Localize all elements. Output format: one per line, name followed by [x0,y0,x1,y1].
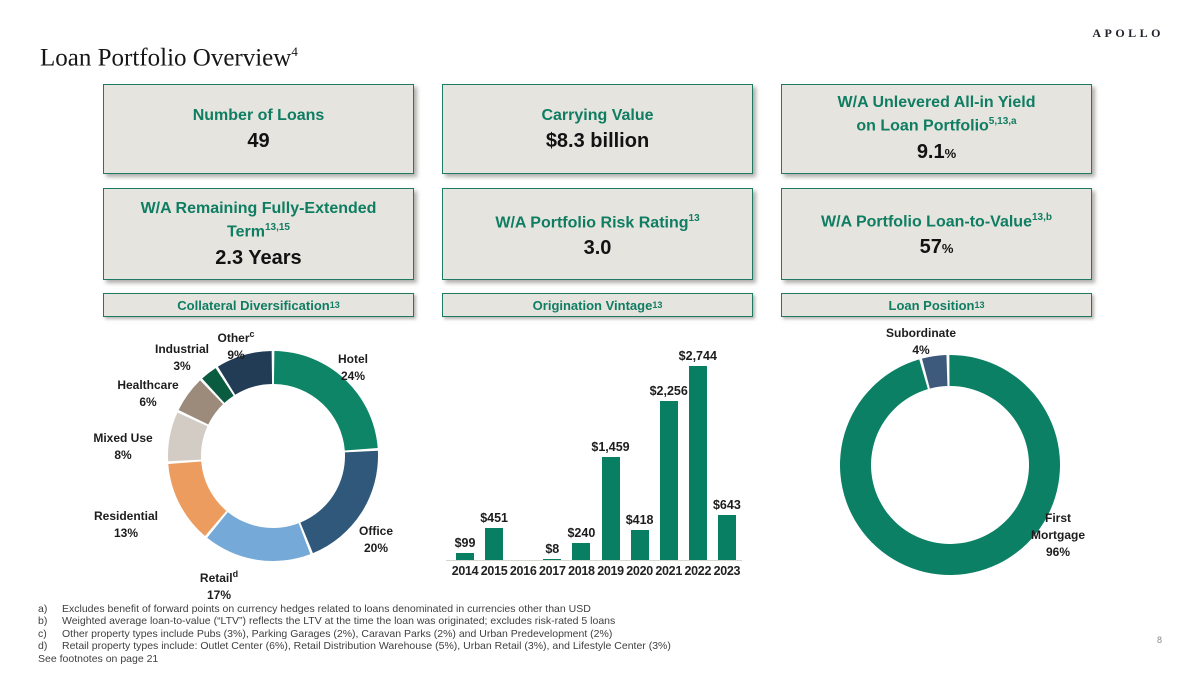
bar-2014 [456,553,474,560]
bar-2015 [485,528,503,560]
stat-box-value: 49 [247,130,270,152]
stat-box-value: $8.3 billion [545,130,650,152]
stat-box-value: 57% [919,236,954,259]
stat-box-value: 2.3 Years [215,246,302,269]
collateral-diversification-donut-chart [93,320,425,602]
stat-box-title: W/A Remaining Fully-Extended Term$^{13,15}$ [140,200,377,241]
page-title-text: Loan Portfolio Overview [40,44,292,72]
donut-segment-label: Hotel 24% [338,352,368,383]
donut-segment-label: Office 20% [358,524,394,555]
section-superscript: 13 [652,300,663,310]
bar-value-label: $418 [625,513,654,527]
bar-2022 [689,366,707,560]
stat-box-loan-to-value [781,188,1092,280]
stat-box-title: W/A Unlevered All-in Yield on Loan Portfolio$^{5,13,a}$ [837,94,1036,135]
bar-value-label: $2,256 [649,384,688,398]
stat-box-unlevered-yield [781,84,1092,174]
bar-year-label: 2019 [597,564,624,578]
donut-segment-label: Residential 13% [93,509,159,540]
bar-2021 [660,401,678,560]
stat-box-remaining-term [103,188,414,280]
apollo-logo: APOLLO [1092,26,1164,40]
stat-box-title: Carrying Value [541,107,654,124]
stat-box-title: W/A Portfolio Loan-to-Value$^{13,b}$ [821,211,1052,231]
stat-box-value: 3.0 [583,237,612,260]
bar-year-label: 2022 [684,564,712,578]
footnote-text: Retail property types include: Outlet Center (6%), Retail Distribution Warehouse (5%), Urban Retail (3%), and Lifestyle Center (3%) [62,640,671,653]
donut-segment-label: Subordinate 4% [885,326,957,357]
page-number: 8 [1156,635,1162,645]
footnotes [38,603,671,665]
stat-box-number-of-loans [103,84,414,174]
section-header-loan-position [781,293,1092,317]
page-title [40,44,298,72]
origination-vintage-bar-chart [440,330,760,592]
stat-box-risk-rating [442,188,753,280]
section-label: Origination Vintage [532,297,653,313]
bar-year-label: 2016 [509,564,537,578]
bar-2017 [543,559,561,560]
stat-box-title: Number of Loans [192,107,325,124]
donut-segment-label: First Mortgage 96% [1031,511,1085,559]
bar-year-label: 2018 [568,564,595,578]
footnote-letter: a) [38,603,48,615]
bar-2019 [602,457,620,560]
donut-segment-label: Healthcare 6% [117,378,179,409]
bar-year-label: 2014 [451,564,479,578]
bar-2018 [572,543,590,560]
bar-year-label: 2023 [713,564,741,578]
section-label: Collateral Diversification [177,297,330,313]
footnote-see-reference: See footnotes on page 21 [38,652,159,665]
donut-segment-label: Retail$^d$ 17% [199,569,239,602]
bar-value-label: $2,744 [678,349,717,363]
bar-value-label: $99 [454,536,476,550]
footnote-item [38,640,671,652]
section-header-collateral-diversification [103,293,414,317]
footnote-text: Excludes benefit of forward points on currency hedges related to loans denominated in currencies other than USD [62,603,591,615]
bar-year-label: 2017 [538,564,566,578]
stat-box-title: W/A Portfolio Risk Rating$^{13}$ [495,212,700,232]
bar-2020 [631,530,649,560]
stat-box-value: 9.1% [916,140,957,163]
footnote-letter: b) [38,615,48,628]
bar-value-label: $451 [480,511,508,525]
donut-segment-first-mortgage [840,355,1060,575]
loan-position-donut-chart [790,320,1110,592]
bar-value-label: $1,459 [591,440,630,454]
section-label: Loan Position [888,297,975,313]
bar-value-label: $8 [545,542,560,556]
bar-value-label: $643 [712,498,741,512]
section-header-origination-vintage [442,293,753,317]
donut-segment-label: Mixed Use 8% [93,431,153,462]
footnote-letter: c) [38,627,47,640]
footnote-text: Weighted average loan-to-value (“LTV”) reflects the LTV at the time the loan was originated; excludes risk-rated 5 loans [62,615,616,628]
footnote-item [38,628,671,640]
footnote-letter: d) [38,640,48,653]
section-superscript: 13 [974,300,985,310]
donut-segment-label: Industrial 3% [154,342,210,373]
bar-year-label: 2020 [626,564,653,578]
bar-2023 [718,515,736,560]
footnote-text: Other property types include Pubs (3%), Parking Garages (2%), Caravan Parks (2%) and Urban Predevelopment (2%) [62,627,613,640]
stat-box-carrying-value [442,84,753,174]
page-title-superscript: 4 [291,44,298,59]
donut-segment-label: Other$^c$ 9% [217,329,255,362]
bar-year-label: 2021 [655,564,682,578]
donut-segment-retail [207,512,310,561]
x-axis-line [446,560,742,561]
bar-year-label: 2015 [480,564,508,578]
footnote-item [38,603,671,615]
section-superscript: 13 [329,300,340,310]
bar-value-label: $240 [567,526,596,540]
footnote-item [38,615,671,627]
